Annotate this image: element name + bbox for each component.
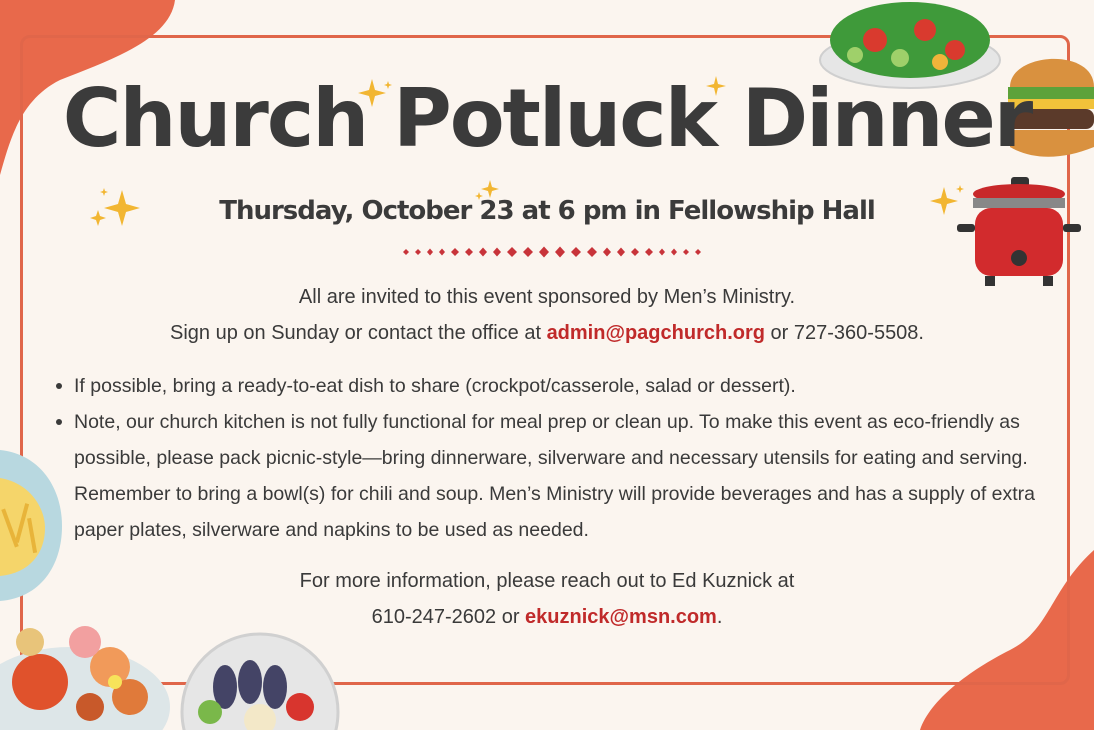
list-item — [54, 404, 1074, 548]
contact-phone-text: 610-247-2602 or — [371, 606, 526, 628]
event-details-subtitle: Thursday, October 23 at 6 pm in Fellowship Hall — [219, 196, 875, 226]
list-item — [54, 368, 1074, 404]
contact-line-1: For more information, please reach out to Ed Kuznick at — [299, 570, 795, 592]
instructions-list — [54, 368, 1074, 548]
bullet-icon — [56, 383, 62, 389]
contact-email-link[interactable]: ekuznick@msn.com — [525, 606, 717, 628]
diamond-divider — [400, 244, 706, 260]
office-email-link[interactable]: admin@pagchurch.org — [546, 322, 765, 344]
list-item-text: Note, our church kitchen is not fully functional for meal prep or clean up. To make this event as eco-friendly as possible, please pack picnic-style—bring dinnerware, silverware and necessary utensils for eating and serving. Remember to bring a bowl(s) for chili and soup. Men’s Ministry will provide beverages and has a supply of extra paper plates, silverware and napkins to be used as needed. — [74, 411, 1036, 541]
office-phone-text: or 727-360-5508. — [764, 322, 924, 344]
invite-line-2 — [0, 322, 1094, 345]
bullet-icon — [56, 419, 62, 425]
contact-suffix: . — [716, 606, 723, 628]
contact-line-2 — [0, 606, 1094, 629]
page-title: Church Potluck Dinner — [62, 72, 1032, 165]
crockpot-icon — [955, 172, 1083, 292]
seafood-platter-icon — [0, 612, 170, 730]
list-item-text: If possible, bring a ready-to-eat dish to share (crockpot/casserole, salad or dessert). — [74, 375, 796, 397]
invite-line-1: All are invited to this event sponsored by Men’s Ministry. — [298, 286, 796, 308]
mussels-plate-icon — [180, 632, 340, 730]
invite-signup-text: Sign up on Sunday or contact the office at — [170, 322, 547, 344]
